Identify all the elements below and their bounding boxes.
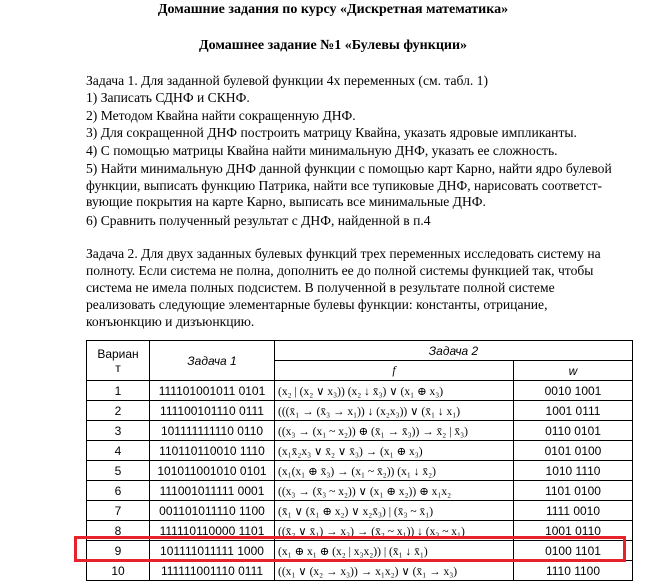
table-row <box>87 441 633 461</box>
task1-line-1: 1) Записать СДНФ и СКНФ. <box>86 90 250 105</box>
table-row <box>87 461 633 481</box>
cell-w: 0110 0101 <box>514 421 633 441</box>
cell-f: (x₂ | (x₂ ∨ x₃)) (x₂ ↓ x̄₃) ∨ (x₁ ⊕ x₃) <box>275 381 514 401</box>
table-row <box>87 421 633 441</box>
highlight-box <box>74 536 626 562</box>
cell-w: 1010 1110 <box>514 461 633 481</box>
header-variant-line1: Вариан <box>97 346 139 361</box>
cell-f: ((x₃ → (x₁ ~ x₂)) ⊕ (x̄₁ → x̄₃)) → x̄₂ | x̄₃) <box>275 421 514 441</box>
cell-f: (((x̄₁ → (x̄₃ → x₁)) ↓ (x₂x₃)) ∨ (x̄₁ ↓ x₁) <box>275 401 514 421</box>
table-row <box>87 381 633 401</box>
cell-variant: 6 <box>87 481 150 501</box>
task2-line-0: Задача 2. Для двух заданных булевых функций трех переменных исследовать систему на <box>86 246 601 261</box>
cell-task1: 111110110000 1101 <box>150 521 275 541</box>
homework-title: Домашнее задание №1 «Булевы функции» <box>198 38 468 53</box>
cell-w: 1101 0100 <box>514 481 633 501</box>
cell-variant: 7 <box>87 501 150 521</box>
cell-f: (x₁ ⊕ x₁ ⊕ (x₂ | x₃x₂)) | (x̄₁ ↓ x̄₁) <box>275 541 514 561</box>
table-row <box>87 401 633 421</box>
cell-f: (x̄₁ ∨ (x̄₁ ⊕ x₂) ∨ x₂x̄₃) | (x̄₃ ~ x̄₁) <box>275 501 514 521</box>
cell-w: 1001 0111 <box>514 401 633 421</box>
cell-variant: 1 <box>87 381 150 401</box>
cell-variant: 9 <box>87 541 150 561</box>
cell-task1: 101011001010 0101 <box>150 461 275 481</box>
cell-task1: 111111001110 0111 <box>150 561 275 581</box>
header-task2: Задача 2 <box>275 341 633 361</box>
task1-line-5: 5) Найти минимальную ДНФ данной функции с помощью карт Карно, найти ядро булевой <box>86 161 612 176</box>
task2-line-3: реализовать следующие элементарные булевы функции: константы, отрицание, <box>86 297 548 312</box>
cell-f: ((x₁ ∨ (x₂ → x₃)) → x₁x₂) ∨ (x̄₁ → x₃) <box>275 561 514 581</box>
table-row <box>87 561 633 581</box>
task1-line-4: 4) С помощью матрицы Квайна найти минимальную ДНФ, указать ее сложность. <box>86 143 558 158</box>
table-row <box>87 501 633 521</box>
cell-task1: 001101011110 1100 <box>150 501 275 521</box>
task1-line-6: функции, выписать функцию Патрика, найти все тупиковые ДНФ, нарисовать соответст- <box>86 178 603 193</box>
cell-task1: 111100101110 0111 <box>150 401 275 421</box>
table-header-row <box>87 341 633 361</box>
cell-w: 1001 0110 <box>514 521 633 541</box>
cell-task1: 101111111110 0110 <box>150 421 275 441</box>
cell-variant: 3 <box>87 421 150 441</box>
task1-line-8: 6) Сравнить полученный результат с ДНФ, найденной в п.4 <box>86 213 431 228</box>
task1-line-3: 3) Для сокращенной ДНФ построить матрицу Квайна, указать ядровые импликанты. <box>86 125 577 140</box>
task1-line-7: вующие покрытия на карте Карно, выписать все минимальные ДНФ. <box>86 194 486 209</box>
cell-task1: 111001011111 0001 <box>150 481 275 501</box>
cell-f: ((x̄₂ ∨ x̄₁) → x₃) → (x̄₂ ~ x₁)) ↓ (x₃ ~ x₁) <box>275 521 514 541</box>
cell-w: 0010 1001 <box>514 381 633 401</box>
cell-task1: 110110110010 1110 <box>150 441 275 461</box>
cell-w: 1111 0010 <box>514 501 633 521</box>
cell-variant: 8 <box>87 521 150 541</box>
cell-variant: 2 <box>87 401 150 421</box>
cell-task1: 111101001011 0101 <box>150 381 275 401</box>
header-variant-line2: т <box>115 360 121 375</box>
cell-w: 1110 1100 <box>514 561 633 581</box>
header-f: f <box>275 361 514 381</box>
header-variant <box>87 341 150 381</box>
task2-line-2: система не имела полных подсистем. В полученной в результате полной системе <box>86 280 555 295</box>
cell-f: (x₁x̄₂x₃ ∨ x̄₂ ∨ x̄₃) → (x₁ ⊕ x₃) <box>275 441 514 461</box>
table-row <box>87 481 633 501</box>
task1-line-2: 2) Методом Квайна найти сокращенную ДНФ. <box>86 108 356 123</box>
header-w: w <box>514 361 633 381</box>
cell-f: ((x₃ → (x̄₃ ~ x₂)) ∨ (x₁ ⊕ x₂)) ⊕ x₁x₂ <box>275 481 514 501</box>
task2-line-4: конъюнкцию и дизъюнкцию. <box>86 314 255 329</box>
course-title: Домашние задания по курсу «Дискретная математика» <box>157 2 509 17</box>
cell-w: 0100 1101 <box>514 541 633 561</box>
cell-w: 0101 0100 <box>514 441 633 461</box>
cell-variant: 10 <box>87 561 150 581</box>
cell-variant: 5 <box>87 461 150 481</box>
task1-line-0: Задача 1. Для заданной булевой функции 4х переменных (см. табл. 1) <box>86 73 488 88</box>
header-task1: Задача 1 <box>150 341 275 381</box>
cell-variant: 4 <box>87 441 150 461</box>
cell-f: (x₁(x₁ ⊕ x̄₃) → (x₁ ~ x̄₂)) (x₁ ↓ x̄₂) <box>275 461 514 481</box>
cell-task1: 101111011111 1000 <box>150 541 275 561</box>
task2-line-1: полноту. Если система не полна, дополнить ее до полной системы функцией так, чтобы <box>86 263 594 278</box>
